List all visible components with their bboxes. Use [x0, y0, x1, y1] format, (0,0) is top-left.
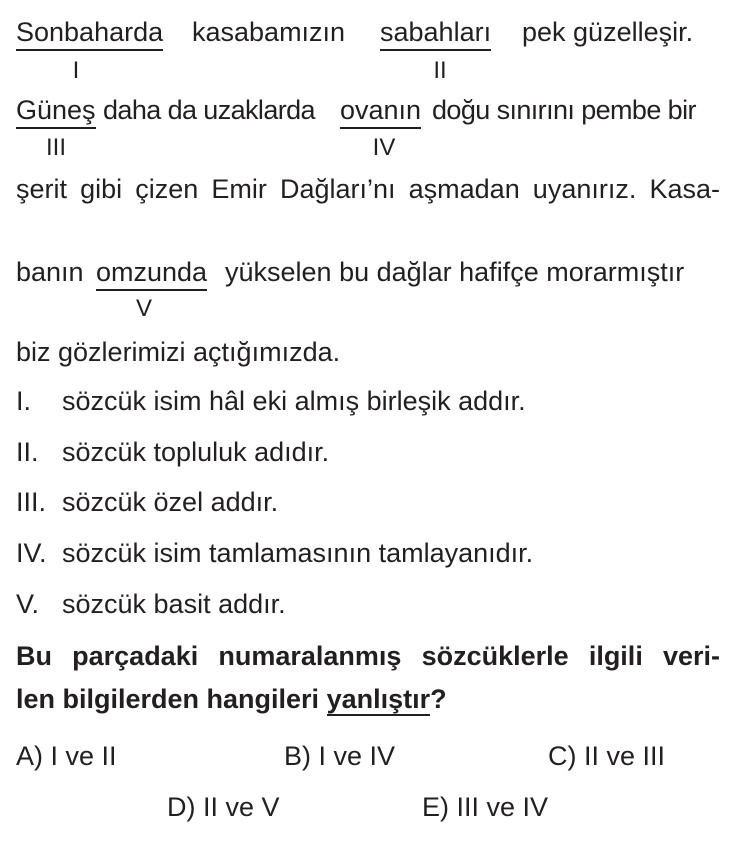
marker-I: I [72, 57, 80, 84]
question-line [16, 683, 447, 715]
word-V: omzunda [96, 256, 207, 291]
statement-number: IV. [16, 538, 47, 568]
option-e[interactable]: E) III ve IV [422, 792, 549, 822]
statement-text: sözcük topluluk adıdır. [62, 437, 330, 467]
question-text: len bilgilerden hangileri [16, 684, 320, 714]
marker-III: III [45, 134, 66, 161]
text-segment: daha da uzaklarda [103, 95, 315, 125]
question-emphasis: yanlıştır [326, 684, 431, 714]
text-segment: kasabamızın [192, 17, 346, 47]
option-c[interactable]: C) II ve III [548, 741, 666, 771]
statement-number: II. [16, 437, 39, 467]
question-line: Bu parçadaki numaralanmış sözcüklerle ilgili veri- [16, 641, 720, 671]
question-mark: ? [430, 684, 447, 714]
option-d[interactable]: D) II ve V [167, 792, 280, 822]
statement-number: I. [16, 386, 32, 416]
statement-text: sözcük isim hâl eki almış birleşik addır. [62, 386, 526, 416]
statement-number: V. [16, 589, 40, 619]
statement-text: sözcük isim tamlamasının tamlayanıdır. [62, 538, 534, 568]
statement-number: III. [16, 487, 47, 517]
statement-text: sözcük özel addır. [62, 487, 279, 517]
statement-text: sözcük basit addır. [62, 589, 286, 619]
option-a[interactable]: A) I ve II [16, 741, 117, 771]
paragraph-line: şerit gibi çizen Emir Dağları’nı aşmadan uyanırız. Kasa- [16, 174, 720, 204]
text-segment: pek güzelleşir. [522, 17, 694, 47]
word-II: sabahları [380, 16, 491, 51]
word-I: Sonbaharda [16, 16, 163, 51]
word-III: Güneş [16, 94, 96, 129]
word-IV: ovanın [340, 94, 421, 129]
paragraph-line: biz gözlerimizi açtığımızda. [16, 337, 341, 367]
text-segment: doğu sınırını pembe bir [432, 95, 696, 125]
option-b[interactable]: B) I ve IV [284, 741, 396, 771]
marker-II: II [433, 57, 447, 84]
text-segment: banın [16, 257, 84, 287]
marker-IV: IV [372, 134, 396, 161]
text-segment: yükselen bu dağlar hafifçe morarmıştır [225, 257, 685, 287]
marker-V: V [135, 295, 152, 322]
